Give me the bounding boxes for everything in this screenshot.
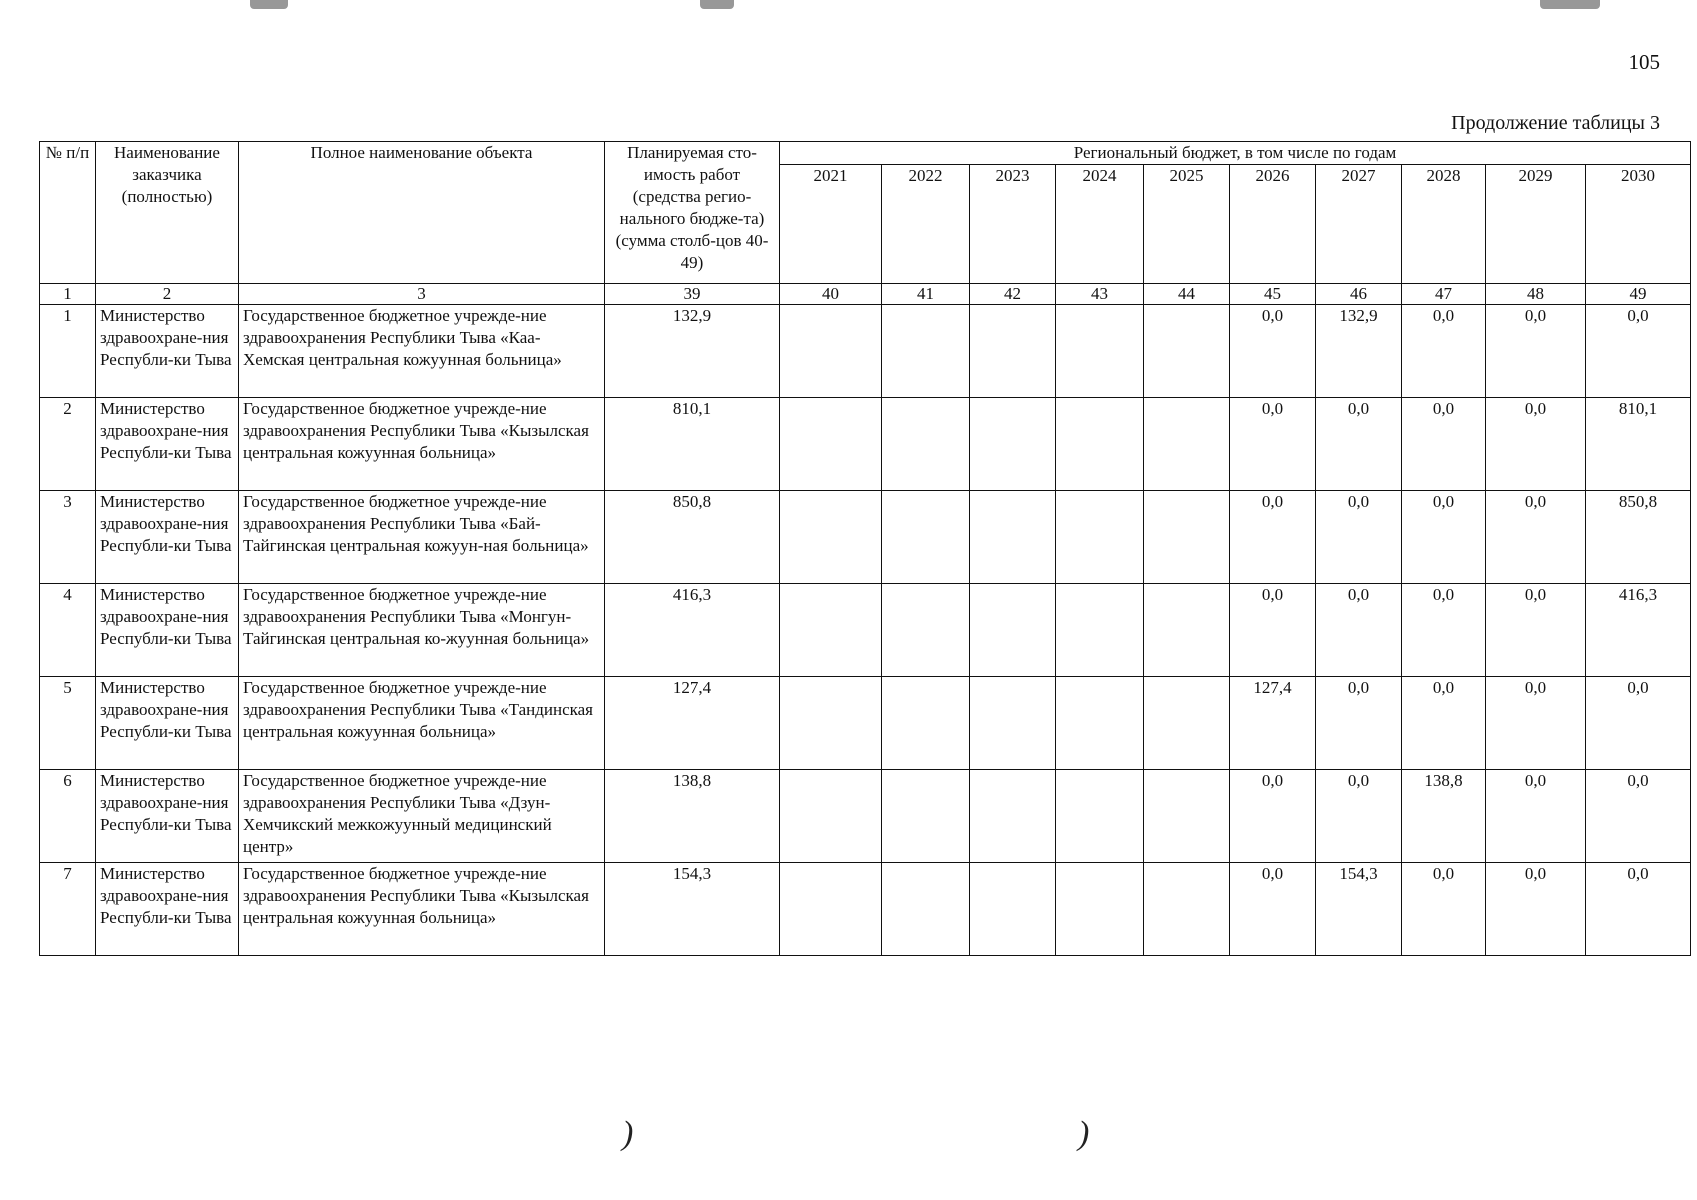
row-year-value xyxy=(970,491,1056,584)
row-year-value: 0,0 xyxy=(1586,770,1691,863)
row-object-name: Государственное бюджетное учрежде-ние здравоохранения Республики Тыва «Каа-Хемская центральная кожуунная больница» xyxy=(239,305,605,398)
header-year: 2027 xyxy=(1316,165,1402,284)
row-year-value xyxy=(1056,491,1144,584)
row-year-value: 0,0 xyxy=(1230,305,1316,398)
row-year-value xyxy=(970,584,1056,677)
row-year-value: 810,1 xyxy=(1586,398,1691,491)
column-number: 46 xyxy=(1316,284,1402,305)
row-year-value: 850,8 xyxy=(1586,491,1691,584)
row-customer: Министерство здравоохране-ния Республи-ки Тыва xyxy=(96,584,239,677)
row-year-value: 0,0 xyxy=(1586,863,1691,956)
row-index: 6 xyxy=(40,770,96,863)
row-year-value xyxy=(1144,863,1230,956)
header-year: 2028 xyxy=(1402,165,1486,284)
row-planned-cost: 416,3 xyxy=(605,584,780,677)
row-year-value: 0,0 xyxy=(1486,677,1586,770)
row-year-value: 0,0 xyxy=(1486,584,1586,677)
header-regional-budget: Региональный бюджет, в том числе по годам xyxy=(780,142,1691,165)
row-year-value xyxy=(970,863,1056,956)
header-year: 2026 xyxy=(1230,165,1316,284)
row-customer: Министерство здравоохране-ния Республи-ки Тыва xyxy=(96,398,239,491)
column-number: 2 xyxy=(96,284,239,305)
row-customer: Министерство здравоохране-ния Республи-ки Тыва xyxy=(96,491,239,584)
row-year-value: 0,0 xyxy=(1230,863,1316,956)
budget-table xyxy=(39,141,1691,956)
column-number: 42 xyxy=(970,284,1056,305)
column-number-row xyxy=(40,284,1691,305)
row-year-value xyxy=(1144,398,1230,491)
row-year-value: 0,0 xyxy=(1402,398,1486,491)
header-planned-cost: Планируемая сто-имость работ (средства регио-нального бюдже-та) (сумма столб-цов 40-49) xyxy=(605,142,780,284)
row-year-value: 416,3 xyxy=(1586,584,1691,677)
row-year-value xyxy=(780,584,882,677)
header-year: 2029 xyxy=(1486,165,1586,284)
row-year-value: 0,0 xyxy=(1486,770,1586,863)
row-year-value xyxy=(780,863,882,956)
row-object-name: Государственное бюджетное учрежде-ние здравоохранения Республики Тыва «Кызылская центральная кожуунная больница» xyxy=(239,398,605,491)
row-year-value xyxy=(882,677,970,770)
row-planned-cost: 154,3 xyxy=(605,863,780,956)
row-year-value: 0,0 xyxy=(1402,305,1486,398)
row-year-value: 138,8 xyxy=(1402,770,1486,863)
row-year-value xyxy=(1056,677,1144,770)
column-number: 47 xyxy=(1402,284,1486,305)
header-object: Полное наименование объекта xyxy=(239,142,605,284)
page-number: 105 xyxy=(1628,50,1660,74)
row-object-name: Государственное бюджетное учрежде-ние здравоохранения Республики Тыва «Кызылская центральная кожуунная больница» xyxy=(239,863,605,956)
row-customer: Министерство здравоохране-ния Республи-ки Тыва xyxy=(96,305,239,398)
table-row xyxy=(40,398,1691,491)
column-number: 1 xyxy=(40,284,96,305)
row-year-value xyxy=(1144,677,1230,770)
row-index: 2 xyxy=(40,398,96,491)
column-number: 48 xyxy=(1486,284,1586,305)
row-year-value xyxy=(1144,305,1230,398)
row-customer: Министерство здравоохране-ния Республи-ки Тыва xyxy=(96,770,239,863)
column-number: 39 xyxy=(605,284,780,305)
table-row xyxy=(40,863,1691,956)
column-number: 45 xyxy=(1230,284,1316,305)
row-year-value xyxy=(1056,305,1144,398)
row-object-name: Государственное бюджетное учрежде-ние здравоохранения Республики Тыва «Бай-Тайгинская центральная кожуун-ная больница» xyxy=(239,491,605,584)
row-year-value xyxy=(970,770,1056,863)
table-row xyxy=(40,770,1691,863)
row-year-value xyxy=(780,677,882,770)
header-year: 2024 xyxy=(1056,165,1144,284)
scan-artifact xyxy=(250,0,288,9)
column-number: 49 xyxy=(1586,284,1691,305)
row-planned-cost: 138,8 xyxy=(605,770,780,863)
row-object-name: Государственное бюджетное учрежде-ние здравоохранения Республики Тыва «Монгун-Тайгинская центральная ко-жуунная больница» xyxy=(239,584,605,677)
row-year-value xyxy=(882,584,970,677)
row-year-value xyxy=(780,770,882,863)
row-year-value xyxy=(882,770,970,863)
header-index: № п/п xyxy=(40,142,96,284)
row-planned-cost: 850,8 xyxy=(605,491,780,584)
row-year-value xyxy=(970,398,1056,491)
table-continuation-caption: Продолжение таблицы 3 xyxy=(1451,112,1660,134)
row-year-value xyxy=(970,305,1056,398)
row-year-value: 0,0 xyxy=(1316,677,1402,770)
row-year-value: 0,0 xyxy=(1402,491,1486,584)
row-year-value: 0,0 xyxy=(1316,398,1402,491)
row-year-value xyxy=(970,677,1056,770)
row-year-value xyxy=(882,398,970,491)
table-row xyxy=(40,584,1691,677)
row-year-value xyxy=(882,491,970,584)
row-year-value: 154,3 xyxy=(1316,863,1402,956)
row-customer: Министерство здравоохране-ния Республи-ки Тыва xyxy=(96,863,239,956)
row-year-value xyxy=(780,305,882,398)
row-index: 7 xyxy=(40,863,96,956)
row-planned-cost: 132,9 xyxy=(605,305,780,398)
table-row xyxy=(40,677,1691,770)
scan-artifact xyxy=(700,0,734,9)
row-year-value: 0,0 xyxy=(1486,491,1586,584)
row-year-value: 0,0 xyxy=(1316,491,1402,584)
row-year-value: 0,0 xyxy=(1486,398,1586,491)
row-year-value xyxy=(1056,863,1144,956)
row-year-value: 0,0 xyxy=(1586,305,1691,398)
header-year: 2022 xyxy=(882,165,970,284)
row-year-value xyxy=(780,491,882,584)
row-index: 1 xyxy=(40,305,96,398)
row-year-value xyxy=(1056,398,1144,491)
row-year-value: 132,9 xyxy=(1316,305,1402,398)
row-year-value: 0,0 xyxy=(1402,677,1486,770)
row-year-value: 0,0 xyxy=(1230,398,1316,491)
row-year-value: 0,0 xyxy=(1486,863,1586,956)
row-year-value xyxy=(1056,770,1144,863)
row-year-value xyxy=(1144,584,1230,677)
scan-artifact xyxy=(1540,0,1600,9)
row-year-value xyxy=(1056,584,1144,677)
header-year: 2025 xyxy=(1144,165,1230,284)
row-year-value: 0,0 xyxy=(1230,584,1316,677)
table-row xyxy=(40,491,1691,584)
row-index: 5 xyxy=(40,677,96,770)
footer-mark: ) xyxy=(1078,1115,1090,1152)
column-number: 3 xyxy=(239,284,605,305)
row-planned-cost: 810,1 xyxy=(605,398,780,491)
row-year-value: 0,0 xyxy=(1230,491,1316,584)
row-object-name: Государственное бюджетное учрежде-ние здравоохранения Республики Тыва «Дзун-Хемчикский межкожуунный медицинский центр» xyxy=(239,770,605,863)
row-year-value: 0,0 xyxy=(1316,770,1402,863)
row-year-value: 127,4 xyxy=(1230,677,1316,770)
row-planned-cost: 127,4 xyxy=(605,677,780,770)
column-number: 41 xyxy=(882,284,970,305)
row-object-name: Государственное бюджетное учрежде-ние здравоохранения Республики Тыва «Тандинская центральная кожуунная больница» xyxy=(239,677,605,770)
column-number: 43 xyxy=(1056,284,1144,305)
row-year-value xyxy=(1144,770,1230,863)
row-year-value: 0,0 xyxy=(1402,863,1486,956)
header-year: 2030 xyxy=(1586,165,1691,284)
row-index: 4 xyxy=(40,584,96,677)
row-year-value: 0,0 xyxy=(1230,770,1316,863)
row-year-value: 0,0 xyxy=(1486,305,1586,398)
row-year-value xyxy=(882,305,970,398)
footer-mark: ) xyxy=(622,1115,634,1152)
table-row xyxy=(40,305,1691,398)
row-year-value xyxy=(780,398,882,491)
row-year-value: 0,0 xyxy=(1402,584,1486,677)
row-index: 3 xyxy=(40,491,96,584)
header-year: 2023 xyxy=(970,165,1056,284)
row-year-value xyxy=(882,863,970,956)
table-header-row xyxy=(40,142,1691,165)
header-year: 2021 xyxy=(780,165,882,284)
row-year-value xyxy=(1144,491,1230,584)
row-year-value: 0,0 xyxy=(1586,677,1691,770)
column-number: 44 xyxy=(1144,284,1230,305)
column-number: 40 xyxy=(780,284,882,305)
header-customer: Наименование заказчика (полностью) xyxy=(96,142,239,284)
row-year-value: 0,0 xyxy=(1316,584,1402,677)
row-customer: Министерство здравоохране-ния Республи-ки Тыва xyxy=(96,677,239,770)
